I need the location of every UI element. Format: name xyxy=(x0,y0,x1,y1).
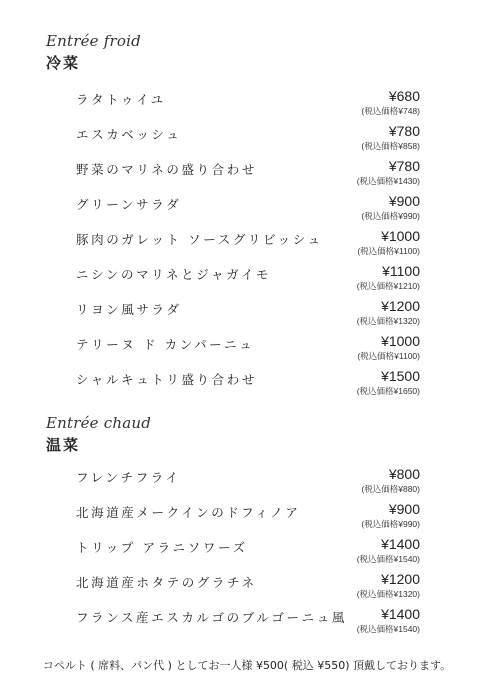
menu-item xyxy=(0,90,494,125)
menu-item-price: ¥1200 xyxy=(381,571,420,587)
menu-item-tax-price: (税込価格¥990) xyxy=(361,519,420,529)
menu-item-price: ¥800 xyxy=(388,466,420,482)
menu-item xyxy=(0,335,494,370)
menu-item-price: ¥900 xyxy=(388,501,420,517)
menu-item-tax-price: (税込価格¥1430) xyxy=(356,176,420,186)
section-title-french: Entrée chaud xyxy=(46,414,151,432)
menu-item-name: 豚肉のガレット ソースグリビッシュ xyxy=(76,232,323,247)
menu-item-name: トリップ アラニソワーズ xyxy=(76,540,248,555)
menu-item-list xyxy=(0,468,494,643)
menu-item-name: 北海道産ホタテのグラチネ xyxy=(76,575,257,590)
menu-item-tax-price: (税込価格¥1320) xyxy=(356,316,420,326)
menu-item-tax-price: (税込価格¥1100) xyxy=(357,246,420,256)
menu-item-tax-price: (税込価格¥1650) xyxy=(356,386,420,396)
menu-item-name: リヨン風サラダ xyxy=(76,302,182,317)
menu-item-name: 野菜のマリネの盛り合わせ xyxy=(76,162,257,177)
menu-item xyxy=(0,195,494,230)
cover-charge-note: コペルト ( 席料、パン代 ) としてお一人様 ¥500( 税込 ¥550) 頂戴しております。 xyxy=(42,659,452,672)
menu-item-price: ¥680 xyxy=(388,88,420,104)
menu-item-tax-price: (税込価格¥880) xyxy=(361,484,420,494)
menu-item-name: エスカベッシュ xyxy=(76,127,182,142)
menu-item xyxy=(0,608,494,643)
menu-item-tax-price: (税込価格¥1210) xyxy=(356,281,420,291)
menu-item-name: テリーヌ ド カンパーニュ xyxy=(76,337,255,352)
menu-item-name: フレンチフライ xyxy=(76,470,181,485)
menu-item xyxy=(0,370,494,405)
menu-item-name: ラタトゥイユ xyxy=(76,92,166,107)
menu-item-name: シャルキュトリ盛り合わせ xyxy=(76,372,257,387)
menu-item-tax-price: (税込価格¥748) xyxy=(361,106,420,116)
menu-item xyxy=(0,160,494,195)
menu-item-price: ¥1100 xyxy=(382,263,420,279)
menu-item-price: ¥1500 xyxy=(381,368,420,384)
section-title-japanese: 冷菜 xyxy=(46,54,81,72)
menu-item-tax-price: (税込価格¥1320) xyxy=(356,589,420,599)
menu-item-list xyxy=(0,90,494,405)
section-title-french: Entrée froid xyxy=(46,32,141,50)
menu-item xyxy=(0,503,494,538)
menu-item-price: ¥780 xyxy=(388,158,420,174)
menu-item-price: ¥1000 xyxy=(381,333,420,349)
menu-item xyxy=(0,125,494,160)
menu-item xyxy=(0,573,494,608)
menu-item-name: ニシンのマリネとジャガイモ xyxy=(76,267,272,282)
menu-item xyxy=(0,300,494,335)
menu-item-tax-price: (税込価格¥1540) xyxy=(356,624,420,634)
menu-item-tax-price: (税込価格¥1100) xyxy=(357,351,420,361)
menu-item-tax-price: (税込価格¥1540) xyxy=(356,554,420,564)
section-title-japanese: 温菜 xyxy=(46,436,81,454)
menu-item xyxy=(0,230,494,265)
menu-item-tax-price: (税込価格¥858) xyxy=(361,141,420,151)
menu-item xyxy=(0,468,494,503)
menu-item xyxy=(0,538,494,573)
menu-item-name: グリーンサラダ xyxy=(76,197,182,212)
menu-item-price: ¥1200 xyxy=(381,298,420,314)
menu-item-name: フランス産エスカルゴのブルゴーニュ風 xyxy=(76,610,347,625)
menu-item-price: ¥1400 xyxy=(381,606,420,622)
menu-item-price: ¥1000 xyxy=(381,228,420,244)
menu-item-name: 北海道産メークインのドフィノア xyxy=(76,505,301,520)
menu-item-price: ¥1400 xyxy=(381,536,420,552)
menu-item-price: ¥900 xyxy=(388,193,420,209)
menu-item-price: ¥780 xyxy=(388,123,420,139)
menu-item-tax-price: (税込価格¥990) xyxy=(361,211,420,221)
menu-item xyxy=(0,265,494,300)
